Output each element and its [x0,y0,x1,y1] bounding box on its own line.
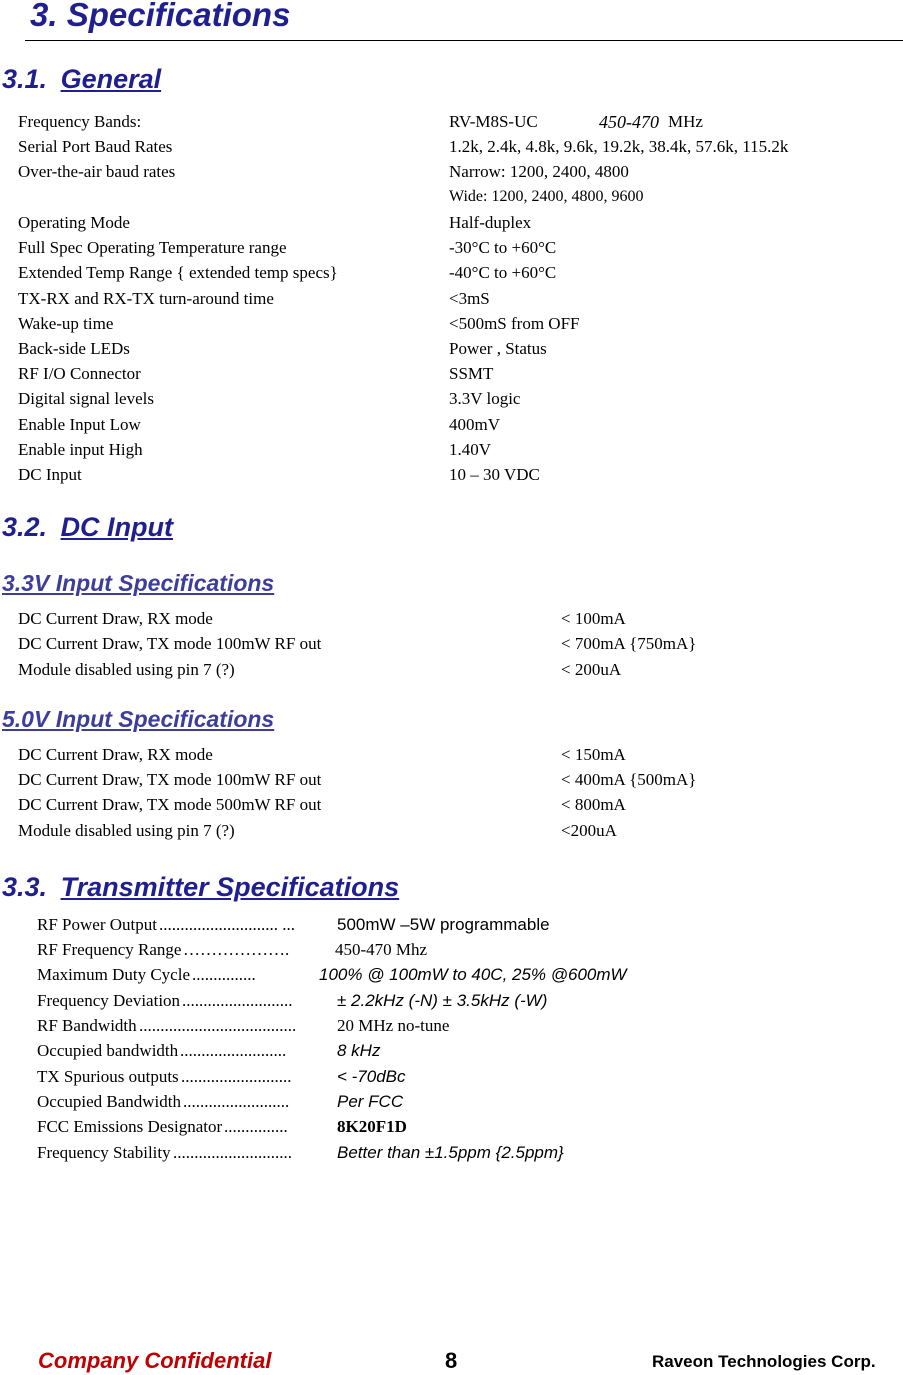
spec-value: < -70dBc [337,1067,406,1086]
dc-spec-row [0,743,903,767]
general-spec-row [0,185,903,209]
spec-label: Enable Input Low [18,415,141,434]
leader-dots: ......................... [180,1041,287,1060]
spec-value: -30°C to +60°C [449,238,557,257]
spec-label: Full Spec Operating Temperature range [18,238,287,257]
general-heading [2,64,161,95]
spec-label: DC Current Draw, RX mode [18,609,213,628]
spec-label: DC Current Draw, TX mode 500mW RF out [18,795,322,814]
leader-dots: ............................ ... [159,915,295,934]
spec-label: Back-side LEDs [18,339,130,358]
spec-label: Wake-up time [18,314,114,333]
tx-spec-row [37,1141,737,1165]
spec-label: DC Current Draw, TX mode 100mW RF out [18,634,322,653]
section-title: 3. Specifications [30,0,291,33]
spec-band-range: 450-470 [599,112,659,132]
spec-label: Maximum Duty Cycle [37,965,190,984]
spec-value: RV-M8S-UC [449,112,538,131]
spec-value: 8 kHz [337,1041,381,1060]
dc-spec-row [0,632,903,656]
dc-spec-row [0,658,903,682]
general-spec-row [0,160,903,184]
spec-value: 500mW –5W programmable [337,915,550,934]
tx-spec-row [37,1039,737,1063]
spec-value: SSMT [449,364,494,383]
spec-value: < 700mA {750mA} [561,634,697,653]
spec-band-unit: MHz [668,112,703,131]
spec-label: TX-RX and RX-TX turn-around time [18,289,274,308]
spec-value: Narrow: 1200, 2400, 4800 [449,162,629,181]
spec-label: TX Spurious outputs [37,1067,179,1086]
spec-value: < 100mA [561,609,626,628]
spec-label: Frequency Stability [37,1143,171,1162]
spec-value: ± 2.2kHz (-N) ± 3.5kHz (-W) [337,991,548,1010]
spec-label: DC Current Draw, TX mode 100mW RF out [18,770,322,789]
spec-label: Occupied bandwidth [37,1041,179,1060]
spec-label: RF I/O Connector [18,364,141,383]
dc-input-number: 3.2. [2,512,48,542]
general-spec-row [0,413,903,437]
dc-input-heading [2,512,173,543]
general-spec-row [0,337,903,361]
dc-spec-row [0,819,903,843]
general-spec-row [0,287,903,311]
tx-spec-row [37,938,737,962]
spec-label: Module disabled using pin 7 (?) [18,821,235,840]
spec-value: <3mS [449,289,490,308]
tx-spec-row [37,1090,737,1114]
leader-dots: ............................ [173,1143,292,1162]
leader-dots: .......................... [182,991,293,1010]
spec-value: Better than ±1.5ppm {2.5ppm} [337,1143,564,1162]
general-spec-row [0,236,903,260]
section-title-rule [25,40,903,41]
dc-input-title: DC Input [60,512,174,542]
spec-value: <200uA [561,821,617,840]
spec-value: Wide: 1200, 2400, 4800, 9600 [449,188,644,205]
leader-dots: ..................................... [139,1016,297,1035]
dc-spec-row [0,607,903,631]
general-spec-row [0,312,903,336]
leader-dots: .......................... [181,1067,292,1086]
spec-label: Extended Temp Range { extended temp specs} [18,263,338,282]
spec-33v-heading: 3.3V Input Specifications [2,570,275,596]
transmitter-heading [2,872,399,903]
spec-label: Occupied Bandwidth [37,1092,181,1111]
general-spec-row [0,110,903,134]
spec-value: < 800mA [561,795,626,814]
footer-page-number: 8 [445,1348,458,1373]
general-spec-row [0,362,903,386]
spec-label: Operating Mode [18,213,130,232]
general-spec-row [0,438,903,462]
spec-value: 20 MHz no-tune [337,1016,450,1035]
spec-label: Module disabled using pin 7 (?) [18,660,235,679]
spec-value: 400mV [449,415,500,434]
spec-label: RF Power Output [37,915,157,934]
spec-label: Digital signal levels [18,389,154,408]
general-spec-row [0,463,903,487]
spec-value: 1.40V [449,440,492,459]
tx-spec-row [37,1014,737,1038]
spec-value: <500mS from OFF [449,314,580,333]
spec-label: Frequency Bands: [18,112,142,131]
spec-label: Enable input High [18,440,143,459]
spec-value: Power , Status [449,339,547,358]
spec-label: RF Bandwidth [37,1016,137,1035]
spec-label: FCC Emissions Designator [37,1117,223,1136]
spec-value: 8K20F1D [337,1117,407,1136]
spec-value: 100% @ 100mW to 40C, 25% @600mW [319,965,627,984]
dc-spec-row [0,768,903,792]
tx-spec-row [37,963,737,987]
leader-dots: ............... [192,965,256,984]
tx-spec-row [37,989,737,1013]
leader-dots: ......................... [183,1092,290,1111]
spec-value: -40°C to +60°C [449,263,557,282]
spec-value: 10 – 30 VDC [449,465,540,484]
spec-label: DC Current Draw, RX mode [18,745,213,764]
spec-value: 1.2k, 2.4k, 4.8k, 9.6k, 19.2k, 38.4k, 57.6k, 115.2k [449,137,789,156]
spec-value: Half-duplex [449,213,532,232]
tx-spec-row [37,1065,737,1089]
spec-value: 3.3V logic [449,389,521,408]
general-title: General [60,64,162,94]
spec-label: RF Frequency Range [37,940,182,959]
general-spec-row [0,135,903,159]
dc-spec-row [0,793,903,817]
tx-spec-row [37,1115,737,1139]
general-spec-row [0,261,903,285]
spec-label: Over-the-air baud rates [18,162,176,181]
general-spec-row [0,211,903,235]
general-spec-row [0,387,903,411]
spec-label: DC Input [18,465,82,484]
footer-company: Raveon Technologies Corp. [652,1352,876,1371]
general-number: 3.1. [2,64,48,94]
spec-value: 450-470 Mhz [335,940,428,959]
spec-value: Per FCC [337,1092,404,1111]
tx-spec-row [37,913,737,937]
leader-dots: ............... [224,1117,288,1136]
transmitter-title: Transmitter Specifications [60,872,400,902]
spec-value: < 200uA [561,660,622,679]
spec-value: < 400mA {500mA} [561,770,697,789]
leader-dots: ………………. [183,940,290,959]
spec-50v-heading: 5.0V Input Specifications [2,706,275,732]
spec-value: < 150mA [561,745,626,764]
spec-label: Serial Port Baud Rates [18,137,173,156]
spec-label: Frequency Deviation [37,991,181,1010]
footer-confidential: Company Confidential [38,1348,272,1373]
transmitter-number: 3.3. [2,872,48,902]
